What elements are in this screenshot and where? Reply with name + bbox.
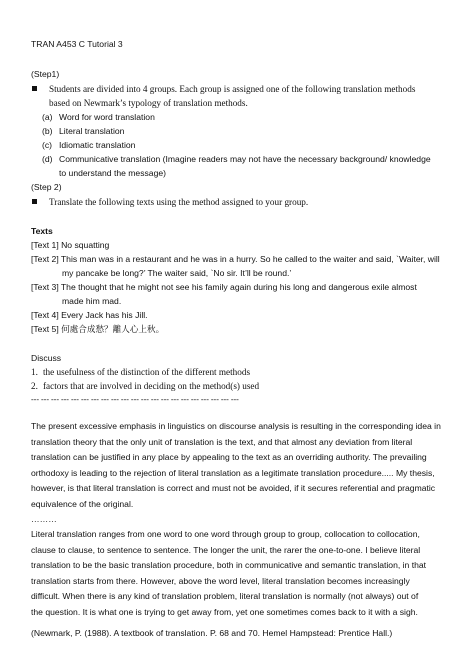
step2-label: (Step 2) xyxy=(31,182,62,192)
text-3-line2: made him mad. xyxy=(62,296,122,306)
document-title: TRAN A453 C Tutorial 3 xyxy=(31,39,123,49)
quote-p1-line: however, is that literal translation is correct and must not be avoided, if it secures referential and pragmatic xyxy=(31,483,436,493)
method-communicative-cont: to understand the message) xyxy=(59,168,167,178)
quote-p2-line: translation to be the basic translation procedure, both in communicative and semantic translation, in that xyxy=(31,560,427,570)
quote-paragraph-1 xyxy=(31,419,451,512)
quote-p2-line: Literal translation ranges from one word to one word through group to group, collocation to collocation, xyxy=(31,529,420,539)
quote-paragraph-2 xyxy=(31,527,451,620)
square-bullet-icon xyxy=(32,86,37,91)
step1-instruction-line2: based on Newmark’s typology of translation methods. xyxy=(49,98,248,108)
citation: (Newmark, P. (1988). A textbook of translation. P. 68 and 70. Hemel Hampstead: Prentice Hall.) xyxy=(31,628,393,638)
method-communicative: Communicative translation (Imagine readers may not have the necessary background/ knowledge xyxy=(59,154,431,164)
method-literal: Literal translation xyxy=(59,126,125,136)
quote-p1-line: equivalence of the original. xyxy=(31,498,134,509)
discuss-heading: Discuss xyxy=(31,353,62,363)
quote-p2-line: difficult. When there is any kind of translation problem, literal translation is normally (not always) out of xyxy=(31,591,419,601)
text-3-line1: [Text 3] The thought that he might not see his family again during his long and dangerous exile almost xyxy=(31,282,417,292)
method-marker-b: (b) xyxy=(42,126,53,136)
step1-instruction-line1: Students are divided into 4 groups. Each group is assigned one of the following translation methods xyxy=(49,84,416,94)
method-marker-a: (a) xyxy=(42,112,53,122)
step1-label: (Step1) xyxy=(31,69,60,79)
text-5: [Text 5] 何處合成愁？離人心上秋。 xyxy=(31,324,165,334)
quote-p1-line: The present excessive emphasis in linguistics on discourse analysis is resulting in the corresponding idea in xyxy=(31,421,441,431)
quote-p1-line: translation can be justified in any place by appealing to the text as an overriding authority. The prevailing xyxy=(31,452,427,462)
method-word-for-word: Word for word translation xyxy=(59,112,155,122)
method-marker-d: (d) xyxy=(42,154,53,164)
discuss-item-2: factors that are involved in deciding on the method(s) used xyxy=(43,381,260,391)
quote-p2-line: clause to clause, to sentence to sentence. The longer the unit, the rarer the one-to-one. I believe literal xyxy=(31,544,421,555)
section-divider: --- --- --- --- --- --- --- --- --- --- --- --- --- --- --- --- --- --- --- --- --- xyxy=(31,395,239,404)
square-bullet-icon xyxy=(32,199,37,204)
texts-heading: Texts xyxy=(31,226,53,236)
quote-p1-line: translation theory that the only unit of translation is the text, and that almost any deviation from literal xyxy=(31,436,413,447)
text-2-line1: [Text 2] This man was in a restaurant and he was in a hurry. So he called to the waiter and said, `Waiter, will xyxy=(31,254,440,264)
quote-ellipsis: ……… xyxy=(31,514,57,524)
method-idiomatic: Idiomatic translation xyxy=(59,140,136,150)
step2-instruction: Translate the following texts using the method assigned to your group. xyxy=(49,197,309,207)
quote-p1-line: orthodoxy is leading to the rejection of literal translation as a legitimate translation procedure..... My thesis, xyxy=(31,467,435,478)
discuss-marker-2: 2. xyxy=(31,381,38,391)
text-2-line2: my pancake be long?’ The waiter said, `No sir. It’ll be round.’ xyxy=(62,268,292,278)
discuss-marker-1: 1. xyxy=(31,367,38,377)
text-1: [Text 1] No squatting xyxy=(31,240,110,250)
text-4: [Text 4] Every Jack has his Jill. xyxy=(31,310,148,320)
quote-p2-line: translation starts from there. However, above the word level, literal translation becomes increasingly xyxy=(31,575,410,586)
quote-p2-line: the question. It is what one is trying to get away from, yet one sometimes comes back to it with a sigh. xyxy=(31,606,418,617)
discuss-item-1: the usefulness of the distinction of the different methods xyxy=(43,367,251,377)
method-marker-c: (c) xyxy=(42,140,53,150)
